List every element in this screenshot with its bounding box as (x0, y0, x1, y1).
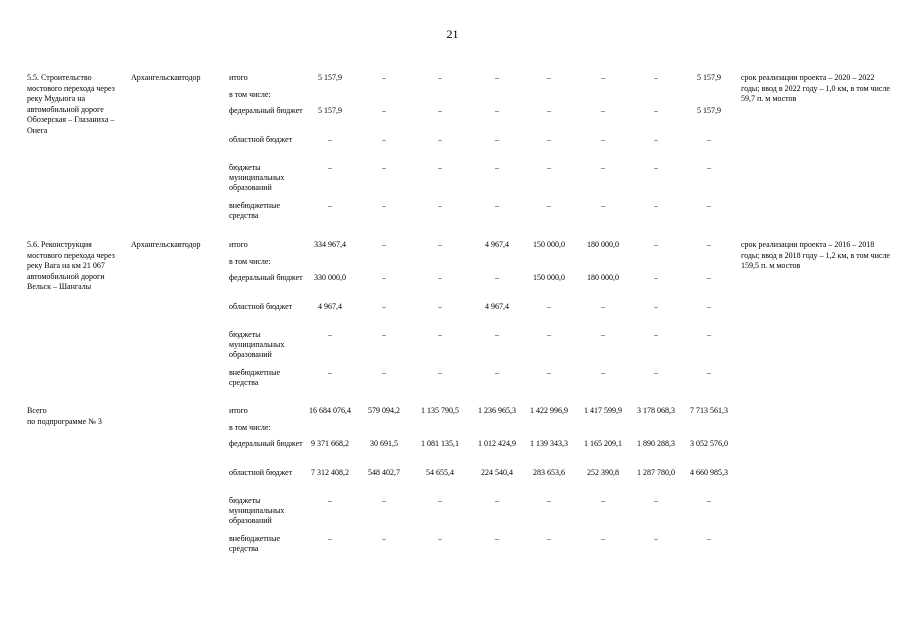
table-cell: – (438, 368, 442, 377)
table-row (0, 439, 905, 469)
table-cell: – (707, 135, 711, 144)
table-cell: – (438, 201, 442, 210)
table-cell: 1 135 790,5 (421, 406, 459, 415)
row-label: внебюджетные средства (229, 368, 280, 387)
table-cell: – (707, 330, 711, 339)
row-label: в том числе: (229, 257, 271, 266)
row-label: бюджеты муниципальных образований (229, 496, 285, 525)
table-cell: 4 967,4 (485, 240, 509, 249)
table-cell: – (382, 163, 386, 172)
table-cell: – (438, 73, 442, 82)
row-label: областной бюджет (229, 468, 293, 477)
table-cell: – (601, 135, 605, 144)
table-cell: 1 139 343,3 (530, 439, 568, 448)
row-label: в том числе: (229, 423, 271, 432)
table-cell: 16 684 076,4 (309, 406, 351, 415)
row-label: федеральный бюджет (229, 273, 303, 282)
table-cell: – (707, 240, 711, 249)
row-label: в том числе: (229, 90, 271, 99)
table-cell: – (547, 534, 551, 543)
table-cell: 4 967,4 (318, 302, 342, 311)
table-cell: – (654, 163, 658, 172)
row-label: бюджеты муниципальных образований (229, 330, 285, 359)
table-cell: – (707, 201, 711, 210)
table-cell: – (547, 368, 551, 377)
section-title: Всего по подпрограмме № 3 (27, 406, 102, 426)
table-cell: – (438, 534, 442, 543)
table-cell: – (654, 273, 658, 282)
table-row (0, 468, 905, 498)
table-cell: – (495, 534, 499, 543)
table-cell: – (654, 302, 658, 311)
table-cell: – (328, 330, 332, 339)
table-cell: – (438, 106, 442, 115)
table-cell: – (601, 201, 605, 210)
row-label: итого (229, 73, 248, 82)
table-cell: – (654, 135, 658, 144)
table-row (0, 163, 905, 193)
table-cell: – (382, 330, 386, 339)
section-executor: Архангельскавтодор (131, 240, 201, 249)
table-cell: 54 655,4 (426, 468, 454, 477)
table-cell: 3 178 068,3 (637, 406, 675, 415)
table-cell: – (654, 534, 658, 543)
table-cell: – (495, 135, 499, 144)
table-row (0, 330, 905, 360)
table-cell: – (547, 163, 551, 172)
table-cell: – (547, 201, 551, 210)
table-cell: – (382, 302, 386, 311)
table-cell: – (654, 368, 658, 377)
table-cell: – (438, 273, 442, 282)
table-cell: – (707, 163, 711, 172)
table-row (0, 534, 905, 564)
table-cell: – (707, 273, 711, 282)
table-cell: – (547, 302, 551, 311)
table-cell: – (328, 496, 332, 505)
table-cell: – (382, 534, 386, 543)
table-cell: – (438, 163, 442, 172)
table-cell: 1 890 288,3 (637, 439, 675, 448)
table-cell: 5 157,9 (318, 106, 342, 115)
table-cell: – (438, 240, 442, 249)
table-cell: – (601, 106, 605, 115)
table-cell: – (328, 135, 332, 144)
table-cell: – (328, 368, 332, 377)
table-cell: – (382, 106, 386, 115)
table-cell: – (438, 135, 442, 144)
section-executor: Архангельскавтодор (131, 73, 201, 82)
table-cell: – (601, 330, 605, 339)
table-cell: – (707, 496, 711, 505)
table-cell: – (495, 201, 499, 210)
table-cell: – (438, 496, 442, 505)
table-cell: 5 157,9 (697, 73, 721, 82)
table-cell: 7 312 408,2 (311, 468, 349, 477)
table-cell: 1 165 209,1 (584, 439, 622, 448)
table-cell: 180 000,0 (587, 240, 619, 249)
table-cell: – (495, 73, 499, 82)
table-cell: 252 390,8 (587, 468, 619, 477)
table-cell: 1 236 965,3 (478, 406, 516, 415)
row-label: областной бюджет (229, 302, 293, 311)
table-cell: 334 967,4 (314, 240, 346, 249)
table-cell: 150 000,0 (533, 273, 565, 282)
section-note: срок реализации проекта – 2020 – 2022 годы; ввод в 2022 году – 1,0 км, в том числе 59,7 п. м мостов (741, 73, 890, 103)
table-cell: – (654, 73, 658, 82)
table-cell: 1 012 424,9 (478, 439, 516, 448)
table-cell: – (707, 302, 711, 311)
table-cell: – (601, 163, 605, 172)
row-label: областной бюджет (229, 135, 293, 144)
row-label: итого (229, 240, 248, 249)
row-label: внебюджетные средства (229, 534, 280, 553)
table-cell: – (547, 106, 551, 115)
table-cell: – (382, 201, 386, 210)
table-row (0, 135, 905, 165)
table-row (0, 273, 905, 303)
table-cell: – (495, 106, 499, 115)
table-cell: 548 402,7 (368, 468, 400, 477)
row-label: бюджеты муниципальных образований (229, 163, 285, 192)
table-cell: – (654, 240, 658, 249)
table-cell: 9 371 668,2 (311, 439, 349, 448)
table-row (0, 368, 905, 398)
row-label: внебюджетные средства (229, 201, 280, 220)
table-cell: – (547, 330, 551, 339)
table-cell: – (601, 534, 605, 543)
table-cell: 4 660 985,3 (690, 468, 728, 477)
section-title: 5.6. Реконструкция мостового перехода через реку Вага на км 21 067 автомобильной дороги Вельск – Шангалы (27, 240, 115, 291)
table-cell: – (438, 330, 442, 339)
table-cell: 283 653,6 (533, 468, 565, 477)
table-cell: – (707, 368, 711, 377)
table-cell: – (382, 73, 386, 82)
table-cell: 5 157,9 (697, 106, 721, 115)
table-cell: 1 417 599,9 (584, 406, 622, 415)
table-cell: 3 052 576,0 (690, 439, 728, 448)
table-cell: 30 691,5 (370, 439, 398, 448)
table-cell: – (547, 496, 551, 505)
table-cell: – (382, 240, 386, 249)
table-cell: – (654, 496, 658, 505)
table-row (0, 106, 905, 136)
table-cell: – (707, 534, 711, 543)
table-cell: – (495, 163, 499, 172)
table-cell: – (654, 330, 658, 339)
table-cell: – (495, 368, 499, 377)
table-cell: 4 967,4 (485, 302, 509, 311)
table-cell: 5 157,9 (318, 73, 342, 82)
section-note: срок реализации проекта – 2016 – 2018 годы; ввод в 2018 году – 1,2 км, в том числе 159,5 п. м мостов (741, 240, 890, 270)
table-cell: – (495, 273, 499, 282)
table-cell: – (438, 302, 442, 311)
table-cell: – (328, 163, 332, 172)
table-cell: – (495, 330, 499, 339)
section-title: 5.5. Строительство мостового перехода через реку Мудьюга на автомобильной дороге Обозерская – Глазаниха – Онега (27, 73, 115, 135)
table-row (0, 302, 905, 332)
table-cell: – (495, 496, 499, 505)
table-cell: 150 000,0 (533, 240, 565, 249)
table-cell: – (382, 496, 386, 505)
table-cell: – (601, 496, 605, 505)
table-cell: – (601, 73, 605, 82)
table-cell: – (601, 368, 605, 377)
table-cell: – (382, 135, 386, 144)
table-cell: – (382, 273, 386, 282)
table-cell: 1 287 780,0 (637, 468, 675, 477)
table-cell: 1 081 135,1 (421, 439, 459, 448)
table-cell: – (547, 73, 551, 82)
table-cell: – (328, 201, 332, 210)
table-cell: 330 000,0 (314, 273, 346, 282)
table-cell: 224 540,4 (481, 468, 513, 477)
table-row (0, 496, 905, 526)
table-cell: 579 094,2 (368, 406, 400, 415)
table-cell: 180 000,0 (587, 273, 619, 282)
row-label: итого (229, 406, 248, 415)
table-cell: – (328, 534, 332, 543)
table-cell: – (654, 106, 658, 115)
table-row (0, 201, 905, 231)
page-number: 21 (446, 27, 459, 41)
table-cell: – (382, 368, 386, 377)
table-cell: 7 713 561,3 (690, 406, 728, 415)
row-label: федеральный бюджет (229, 106, 303, 115)
table-cell: – (654, 201, 658, 210)
row-label: федеральный бюджет (229, 439, 303, 448)
table-cell: – (547, 135, 551, 144)
table-cell: 1 422 996,9 (530, 406, 568, 415)
table-cell: – (601, 302, 605, 311)
